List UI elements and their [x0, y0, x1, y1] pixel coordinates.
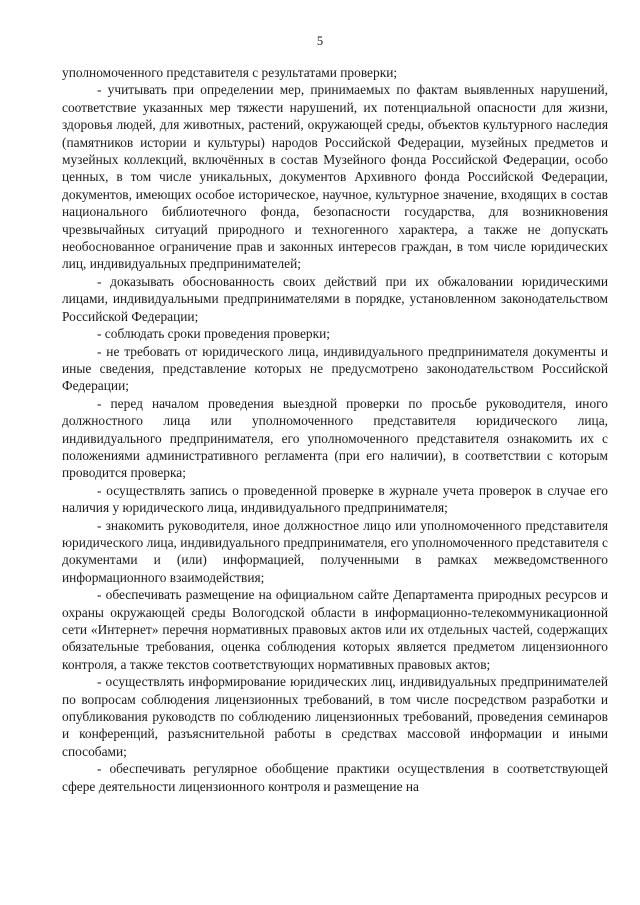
obligation-item: - доказывать обоснованность своих действий при их обжаловании юридическими лицами, индивидуальными предпринимателями в порядке, установленном законодательством Российской Федерации;: [62, 273, 608, 324]
page-number: 5: [316, 34, 324, 48]
obligation-item: - учитывать при определении мер, принимаемых по фактам выявленных нарушений, соответствие указанных мер тяжести нарушений, их потенциальной опасности для жизни, здоровья людей, для животных, растений, окружающей среды, объектов культурного наследия (памятников истории и культуры) народов Российской Федерации, музейных предметов и музейных коллекций, включённых в состав Музейного фонда Российской Федерации, особо ценных, в том числе уникальных, документов Архивного фонда Российской Федерации, документов, имеющих особое историческое, научное, культурное значение, входящих в состав национального библиотечного фонда, безопасности государства, для возникновения чрезвычайных ситуаций природного и техногенного характера, а также не допускать необоснованное ограничение прав и законных интересов граждан, в том числе юридических лиц, индивидуальных предпринимателей;: [62, 82, 608, 272]
obligation-item: - не требовать от юридического лица, индивидуального предпринимателя документы и иные сведения, представление которых не предусмотрено законодательством Российской Федерации;: [62, 343, 608, 394]
obligation-item: - соблюдать сроки проведения проверки;: [97, 326, 330, 342]
obligation-item: - обеспечивать регулярное обобщение практики осуществления в соответствующей сфере деятельности лицензионного контроля и размещение на: [62, 761, 608, 794]
obligation-item: - обеспечивать размещение на официальном сайте Департамента природных ресурсов и охраны окружающей среды Вологодской области в информационно-телекоммуникационной сети «Интернет» перечня нормативных правовых актов или их отдельных частей, содержащих обязательные требования, оценка соблюдения которых является предметом лицензионного контроля, а также текстов соответствующих нормативных правовых актов;: [62, 587, 608, 672]
obligation-item: - знакомить руководителя, иное должностное лицо или уполномоченного представителя юридического лица, индивидуального предпринимателя, его уполномоченного представителя с документами и (или) информацией, полученными в рамках межведомственного информационного взаимодействия;: [62, 517, 608, 585]
paragraph-continuation: уполномоченного представителя с результатами проверки;: [62, 65, 398, 80]
obligation-item: - осуществлять информирование юридических лиц, индивидуальных предпринимателей по вопросам соблюдения лицензионных требований, в том числе посредством разработки и опубликования руководств по соблюдению лицензионных требований, проведения семинаров и конференций, разъяснительной работы в средствах массовой информации и иными способами;: [62, 674, 608, 759]
document-body: [62, 64, 608, 795]
obligation-item: - осуществлять запись о проведенной проверке в журнале учета проверок в случае его наличия у юридического лица, индивидуального предпринимателя;: [62, 482, 608, 516]
obligation-item: - перед началом проведения выездной проверки по просьбе руководителя, иного должностного лица или уполномоченного представителя юридического лица, индивидуального предпринимателя, его уполномоченного представителя ознакомить их с положениями административного регламента (при его наличии), в соответствии с которым проводится проверка;: [62, 395, 608, 481]
